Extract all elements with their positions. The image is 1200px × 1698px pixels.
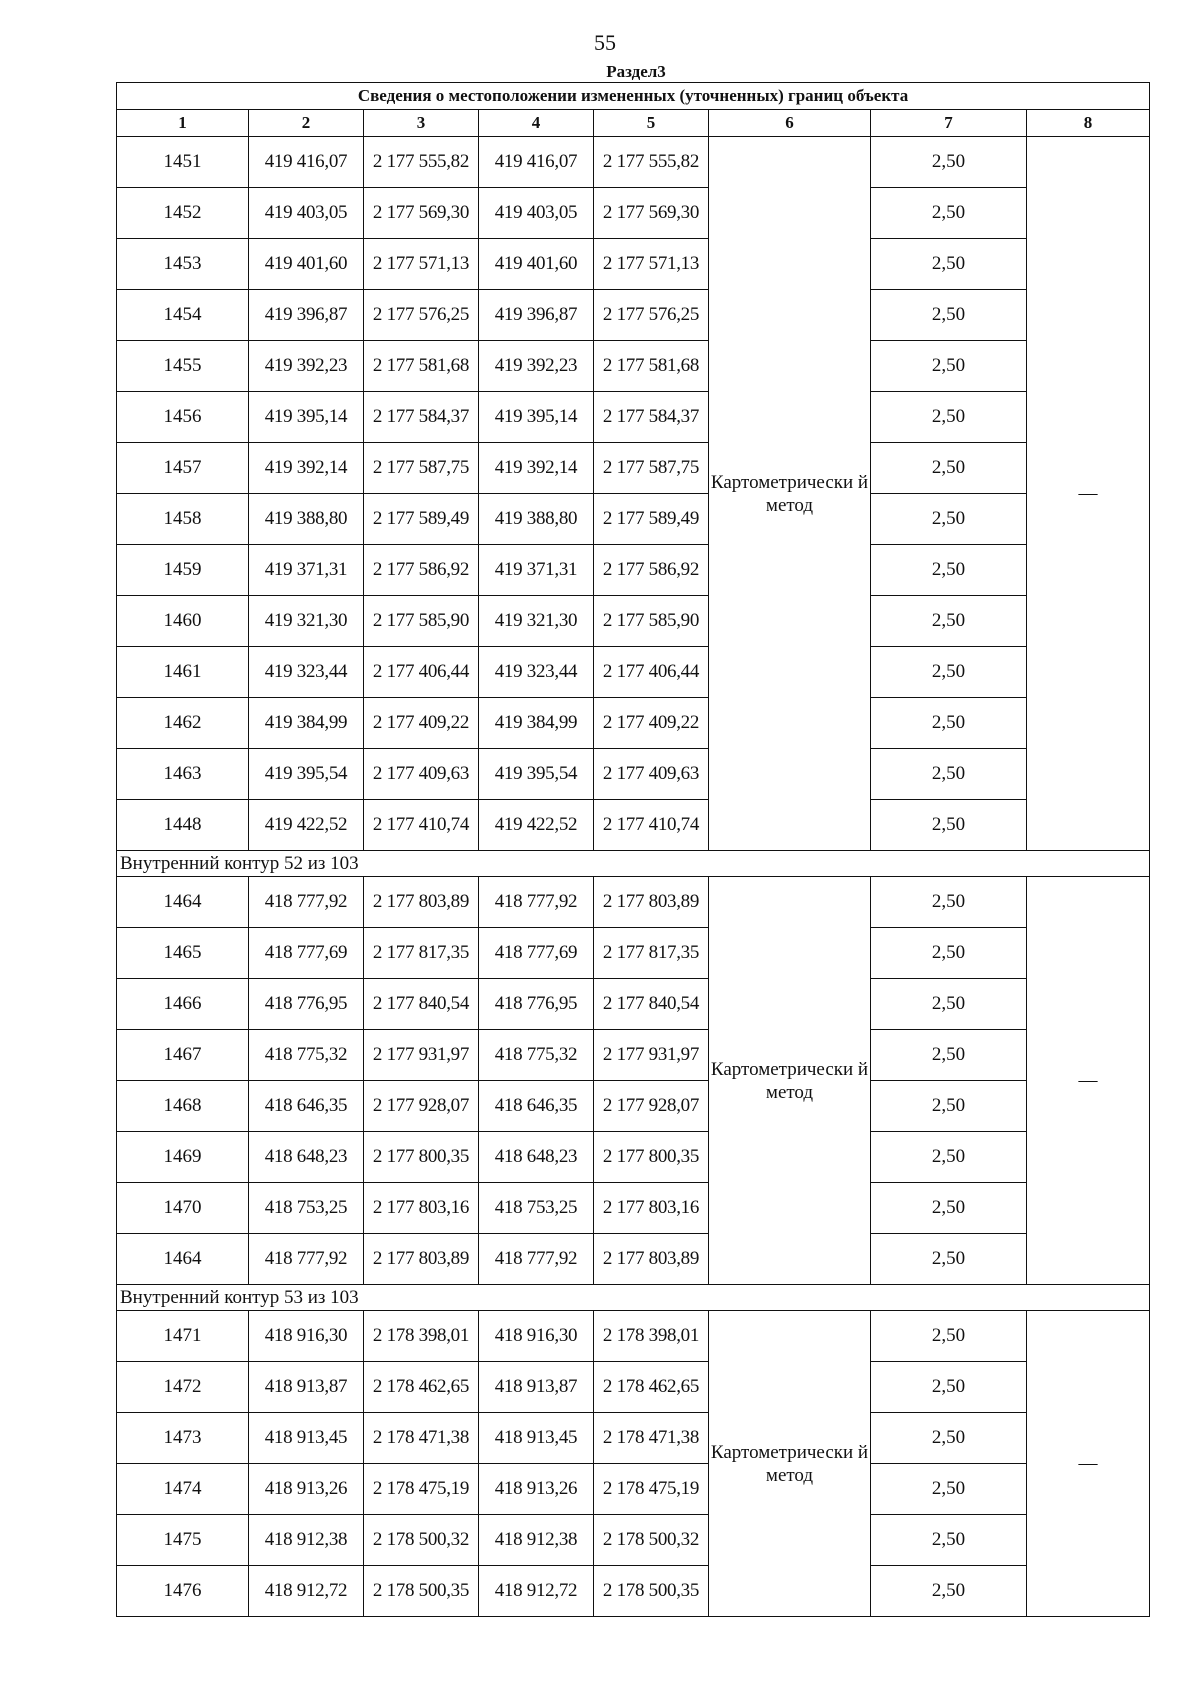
point-number: 1473	[117, 1413, 249, 1464]
table-row	[117, 1081, 1150, 1132]
table-row	[117, 698, 1150, 749]
y-coordinate: 2 178 475,19	[594, 1464, 709, 1515]
point-number: 1465	[117, 928, 249, 979]
table-row	[117, 137, 1150, 188]
table-row	[117, 596, 1150, 647]
x-coordinate: 419 395,54	[479, 749, 594, 800]
point-number: 1475	[117, 1515, 249, 1566]
point-number: 1457	[117, 443, 249, 494]
y-coordinate: 2 177 803,89	[594, 1234, 709, 1285]
accuracy-value: 2,50	[871, 1132, 1027, 1183]
y-coordinate: 2 178 462,65	[364, 1362, 479, 1413]
x-coordinate: 418 753,25	[479, 1183, 594, 1234]
point-number: 1453	[117, 239, 249, 290]
column-header: 6	[709, 110, 871, 137]
boundary-coordinates-table	[116, 82, 1150, 1617]
table-row	[117, 1566, 1150, 1617]
x-coordinate: 418 775,32	[479, 1030, 594, 1081]
x-coordinate: 418 777,69	[249, 928, 364, 979]
accuracy-value: 2,50	[871, 1413, 1027, 1464]
y-coordinate: 2 177 409,22	[594, 698, 709, 749]
y-coordinate: 2 177 581,68	[594, 341, 709, 392]
x-coordinate: 418 777,92	[249, 1234, 364, 1285]
y-coordinate: 2 177 803,16	[594, 1183, 709, 1234]
x-coordinate: 418 913,87	[249, 1362, 364, 1413]
point-number: 1469	[117, 1132, 249, 1183]
point-number: 1468	[117, 1081, 249, 1132]
table-title: Сведения о местоположении измененных (уточненных) границ объекта	[117, 83, 1150, 110]
table-row	[117, 877, 1150, 928]
y-coordinate: 2 177 589,49	[364, 494, 479, 545]
section-heading: Раздел3	[606, 62, 666, 81]
column-8-dash: —	[1027, 137, 1150, 851]
y-coordinate: 2 177 406,44	[364, 647, 479, 698]
x-coordinate: 419 422,52	[479, 800, 594, 851]
x-coordinate: 419 321,30	[479, 596, 594, 647]
table-row	[117, 545, 1150, 596]
y-coordinate: 2 177 817,35	[594, 928, 709, 979]
table-row	[117, 1234, 1150, 1285]
table-row	[117, 290, 1150, 341]
table-row	[117, 239, 1150, 290]
y-coordinate: 2 177 840,54	[594, 979, 709, 1030]
table-row	[117, 1413, 1150, 1464]
x-coordinate: 418 916,30	[249, 1311, 364, 1362]
table-row	[117, 1132, 1150, 1183]
y-coordinate: 2 177 840,54	[364, 979, 479, 1030]
method-cell: Картометрически й метод	[709, 137, 871, 851]
y-coordinate: 2 177 585,90	[594, 596, 709, 647]
x-coordinate: 419 416,07	[249, 137, 364, 188]
x-coordinate: 418 912,38	[479, 1515, 594, 1566]
point-number: 1464	[117, 877, 249, 928]
table-row	[117, 1515, 1150, 1566]
x-coordinate: 418 777,92	[479, 877, 594, 928]
column-header: 8	[1027, 110, 1150, 137]
point-number: 1458	[117, 494, 249, 545]
method-cell: Картометрически й метод	[709, 1311, 871, 1617]
column-header: 4	[479, 110, 594, 137]
accuracy-value: 2,50	[871, 928, 1027, 979]
y-coordinate: 2 178 471,38	[594, 1413, 709, 1464]
point-number: 1459	[117, 545, 249, 596]
point-number: 1460	[117, 596, 249, 647]
x-coordinate: 418 912,72	[479, 1566, 594, 1617]
accuracy-value: 2,50	[871, 443, 1027, 494]
x-coordinate: 418 912,72	[249, 1566, 364, 1617]
y-coordinate: 2 177 406,44	[594, 647, 709, 698]
y-coordinate: 2 177 587,75	[594, 443, 709, 494]
y-coordinate: 2 177 928,07	[594, 1081, 709, 1132]
x-coordinate: 418 913,87	[479, 1362, 594, 1413]
x-coordinate: 418 912,38	[249, 1515, 364, 1566]
accuracy-value: 2,50	[871, 1183, 1027, 1234]
point-number: 1452	[117, 188, 249, 239]
point-number: 1461	[117, 647, 249, 698]
column-header: 1	[117, 110, 249, 137]
x-coordinate: 419 396,87	[479, 290, 594, 341]
x-coordinate: 418 777,69	[479, 928, 594, 979]
x-coordinate: 418 776,95	[249, 979, 364, 1030]
point-number: 1474	[117, 1464, 249, 1515]
point-number: 1451	[117, 137, 249, 188]
table-row	[117, 800, 1150, 851]
point-number: 1476	[117, 1566, 249, 1617]
y-coordinate: 2 177 803,89	[594, 877, 709, 928]
column-header: 7	[871, 110, 1027, 137]
table-row	[117, 1464, 1150, 1515]
x-coordinate: 419 396,87	[249, 290, 364, 341]
accuracy-value: 2,50	[871, 1234, 1027, 1285]
point-number: 1454	[117, 290, 249, 341]
x-coordinate: 418 753,25	[249, 1183, 364, 1234]
x-coordinate: 419 384,99	[249, 698, 364, 749]
y-coordinate: 2 177 409,22	[364, 698, 479, 749]
y-coordinate: 2 177 931,97	[364, 1030, 479, 1081]
point-number: 1448	[117, 800, 249, 851]
accuracy-value: 2,50	[871, 1515, 1027, 1566]
y-coordinate: 2 177 586,92	[594, 545, 709, 596]
contour-label: Внутренний контур 52 из 103	[117, 851, 1150, 877]
table-row	[117, 188, 1150, 239]
x-coordinate: 419 395,14	[249, 392, 364, 443]
point-number: 1456	[117, 392, 249, 443]
y-coordinate: 2 177 555,82	[594, 137, 709, 188]
x-coordinate: 418 776,95	[479, 979, 594, 1030]
y-coordinate: 2 177 584,37	[364, 392, 479, 443]
x-coordinate: 418 913,45	[479, 1413, 594, 1464]
accuracy-value: 2,50	[871, 290, 1027, 341]
x-coordinate: 419 422,52	[249, 800, 364, 851]
point-number: 1464	[117, 1234, 249, 1285]
point-number: 1455	[117, 341, 249, 392]
y-coordinate: 2 177 800,35	[594, 1132, 709, 1183]
x-coordinate: 419 388,80	[479, 494, 594, 545]
y-coordinate: 2 177 589,49	[594, 494, 709, 545]
x-coordinate: 419 392,14	[479, 443, 594, 494]
column-header: 2	[249, 110, 364, 137]
x-coordinate: 418 913,45	[249, 1413, 364, 1464]
column-header: 3	[364, 110, 479, 137]
accuracy-value: 2,50	[871, 1566, 1027, 1617]
y-coordinate: 2 177 555,82	[364, 137, 479, 188]
x-coordinate: 418 777,92	[249, 877, 364, 928]
y-coordinate: 2 177 569,30	[594, 188, 709, 239]
x-coordinate: 419 388,80	[249, 494, 364, 545]
x-coordinate: 418 777,92	[479, 1234, 594, 1285]
table-row	[117, 979, 1150, 1030]
table-row	[117, 443, 1150, 494]
y-coordinate: 2 177 817,35	[364, 928, 479, 979]
x-coordinate: 419 403,05	[479, 188, 594, 239]
y-coordinate: 2 177 409,63	[364, 749, 479, 800]
table-row	[117, 1362, 1150, 1413]
x-coordinate: 419 384,99	[479, 698, 594, 749]
x-coordinate: 419 416,07	[479, 137, 594, 188]
x-coordinate: 419 395,54	[249, 749, 364, 800]
y-coordinate: 2 178 475,19	[364, 1464, 479, 1515]
table-row	[117, 928, 1150, 979]
column-8-dash: —	[1027, 1311, 1150, 1617]
point-number: 1462	[117, 698, 249, 749]
table-row	[117, 749, 1150, 800]
y-coordinate: 2 177 576,25	[594, 290, 709, 341]
accuracy-value: 2,50	[871, 979, 1027, 1030]
x-coordinate: 418 916,30	[479, 1311, 594, 1362]
y-coordinate: 2 177 584,37	[594, 392, 709, 443]
x-coordinate: 419 392,23	[479, 341, 594, 392]
x-coordinate: 419 323,44	[479, 647, 594, 698]
x-coordinate: 419 371,31	[249, 545, 364, 596]
method-cell: Картометрически й метод	[709, 877, 871, 1285]
y-coordinate: 2 177 576,25	[364, 290, 479, 341]
point-number: 1467	[117, 1030, 249, 1081]
accuracy-value: 2,50	[871, 647, 1027, 698]
y-coordinate: 2 177 586,92	[364, 545, 479, 596]
x-coordinate: 419 401,60	[249, 239, 364, 290]
y-coordinate: 2 177 800,35	[364, 1132, 479, 1183]
x-coordinate: 419 401,60	[479, 239, 594, 290]
accuracy-value: 2,50	[871, 1362, 1027, 1413]
x-coordinate: 419 392,14	[249, 443, 364, 494]
accuracy-value: 2,50	[871, 1311, 1027, 1362]
x-coordinate: 419 321,30	[249, 596, 364, 647]
y-coordinate: 2 177 581,68	[364, 341, 479, 392]
x-coordinate: 418 646,35	[479, 1081, 594, 1132]
accuracy-value: 2,50	[871, 188, 1027, 239]
x-coordinate: 418 648,23	[479, 1132, 594, 1183]
y-coordinate: 2 177 587,75	[364, 443, 479, 494]
point-number: 1463	[117, 749, 249, 800]
y-coordinate: 2 178 500,32	[364, 1515, 479, 1566]
accuracy-value: 2,50	[871, 494, 1027, 545]
accuracy-value: 2,50	[871, 392, 1027, 443]
column-8-dash: —	[1027, 877, 1150, 1285]
accuracy-value: 2,50	[871, 1081, 1027, 1132]
accuracy-value: 2,50	[871, 239, 1027, 290]
y-coordinate: 2 177 410,74	[594, 800, 709, 851]
y-coordinate: 2 177 803,89	[364, 877, 479, 928]
accuracy-value: 2,50	[871, 596, 1027, 647]
table-row	[117, 494, 1150, 545]
x-coordinate: 418 775,32	[249, 1030, 364, 1081]
column-header-row	[117, 110, 1150, 137]
point-number: 1466	[117, 979, 249, 1030]
accuracy-value: 2,50	[871, 698, 1027, 749]
y-coordinate: 2 177 931,97	[594, 1030, 709, 1081]
contour-label-row	[117, 1285, 1150, 1311]
contour-label-row	[117, 851, 1150, 877]
x-coordinate: 418 648,23	[249, 1132, 364, 1183]
y-coordinate: 2 178 500,35	[594, 1566, 709, 1617]
y-coordinate: 2 177 803,16	[364, 1183, 479, 1234]
accuracy-value: 2,50	[871, 1464, 1027, 1515]
y-coordinate: 2 177 571,13	[594, 239, 709, 290]
x-coordinate: 418 913,26	[249, 1464, 364, 1515]
accuracy-value: 2,50	[871, 800, 1027, 851]
y-coordinate: 2 178 398,01	[364, 1311, 479, 1362]
y-coordinate: 2 178 500,32	[594, 1515, 709, 1566]
table-row	[117, 1030, 1150, 1081]
point-number: 1470	[117, 1183, 249, 1234]
y-coordinate: 2 177 409,63	[594, 749, 709, 800]
table-row	[117, 341, 1150, 392]
y-coordinate: 2 178 500,35	[364, 1566, 479, 1617]
x-coordinate: 418 646,35	[249, 1081, 364, 1132]
table-row	[117, 647, 1150, 698]
y-coordinate: 2 177 569,30	[364, 188, 479, 239]
page-number: 55	[594, 30, 616, 55]
x-coordinate: 419 395,14	[479, 392, 594, 443]
point-number: 1471	[117, 1311, 249, 1362]
y-coordinate: 2 178 462,65	[594, 1362, 709, 1413]
y-coordinate: 2 177 803,89	[364, 1234, 479, 1285]
x-coordinate: 419 371,31	[479, 545, 594, 596]
table-row	[117, 1183, 1150, 1234]
y-coordinate: 2 177 410,74	[364, 800, 479, 851]
table-row	[117, 392, 1150, 443]
accuracy-value: 2,50	[871, 545, 1027, 596]
y-coordinate: 2 178 398,01	[594, 1311, 709, 1362]
contour-label: Внутренний контур 53 из 103	[117, 1285, 1150, 1311]
table-row	[117, 1311, 1150, 1362]
accuracy-value: 2,50	[871, 137, 1027, 188]
x-coordinate: 419 403,05	[249, 188, 364, 239]
x-coordinate: 419 392,23	[249, 341, 364, 392]
y-coordinate: 2 177 585,90	[364, 596, 479, 647]
accuracy-value: 2,50	[871, 341, 1027, 392]
x-coordinate: 419 323,44	[249, 647, 364, 698]
y-coordinate: 2 178 471,38	[364, 1413, 479, 1464]
column-header: 5	[594, 110, 709, 137]
y-coordinate: 2 177 928,07	[364, 1081, 479, 1132]
x-coordinate: 418 913,26	[479, 1464, 594, 1515]
y-coordinate: 2 177 571,13	[364, 239, 479, 290]
point-number: 1472	[117, 1362, 249, 1413]
accuracy-value: 2,50	[871, 877, 1027, 928]
accuracy-value: 2,50	[871, 1030, 1027, 1081]
accuracy-value: 2,50	[871, 749, 1027, 800]
